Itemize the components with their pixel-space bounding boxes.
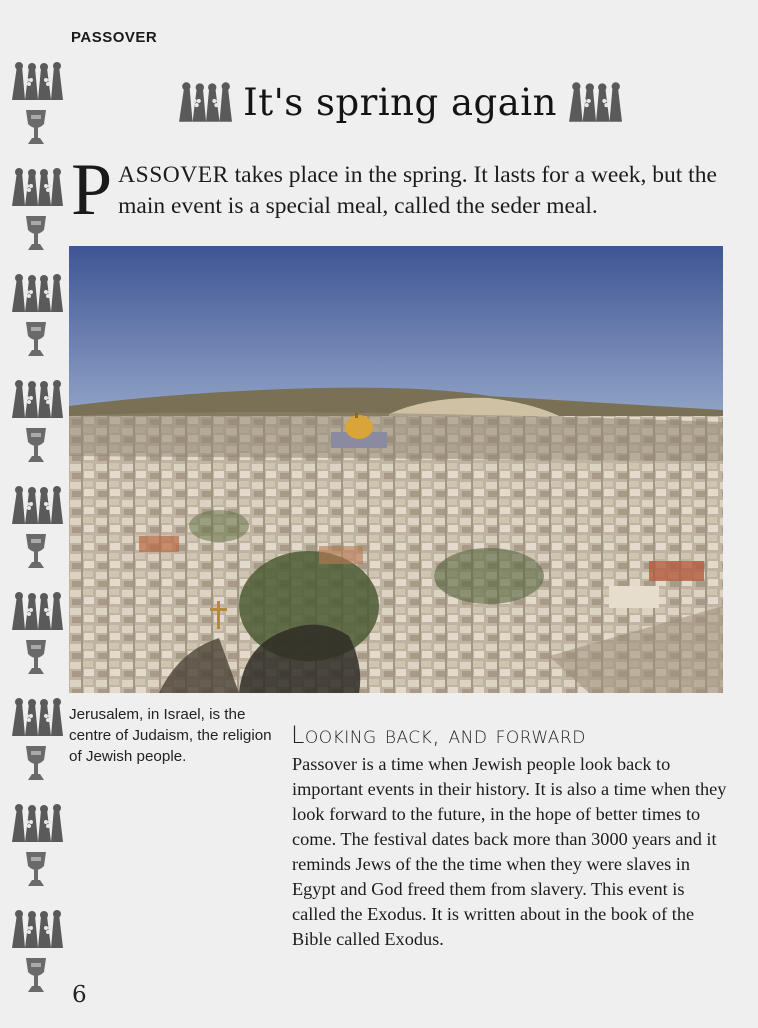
musicians-icon bbox=[12, 486, 63, 524]
decorative-border bbox=[8, 60, 66, 1010]
musicians-icon bbox=[12, 274, 63, 312]
intro-text: takes place in the spring. It lasts for a week, but the main event is a special meal, called the seder meal. bbox=[118, 162, 717, 219]
musicians-icon bbox=[12, 910, 63, 948]
section-body: Passover is a time when Jewish people look back to important events in their history. It is also a time when they look forward to the future, in the hope of better times to come. The festival dates back more than 3000 years and it reminds Jews of the the time when they were slaves in Egypt and God freed them from slavery. This event is called the Exodus. It is written about in the book of the Bible called Exodus. bbox=[292, 754, 727, 949]
goblet-icon bbox=[26, 322, 46, 356]
goblet-icon bbox=[26, 534, 46, 568]
section-heading: Looking back, and forward bbox=[291, 721, 586, 749]
musicians-icon bbox=[12, 804, 63, 842]
musicians-icon bbox=[12, 168, 63, 206]
page-title-row bbox=[170, 74, 630, 130]
intro-lead-word: ASSOVER bbox=[118, 162, 229, 188]
goblet-icon bbox=[26, 110, 46, 144]
goblet-icon bbox=[26, 216, 46, 250]
jerusalem-photo bbox=[69, 246, 723, 693]
goblet-icon bbox=[26, 428, 46, 462]
section-label: PASSOVER bbox=[71, 29, 158, 46]
intro-paragraph bbox=[71, 149, 731, 231]
musicians-icon bbox=[12, 380, 63, 418]
goblet-icon bbox=[26, 852, 46, 886]
drop-cap: P bbox=[71, 149, 113, 231]
goblet-icon bbox=[26, 640, 46, 674]
musicians-ornament-icon bbox=[567, 80, 623, 124]
musicians-icon bbox=[12, 592, 63, 630]
musicians-icon bbox=[12, 698, 63, 736]
goblet-icon bbox=[26, 958, 46, 992]
musicians-ornament-icon bbox=[177, 80, 233, 124]
page-number: 6 bbox=[72, 982, 87, 1008]
goblet-icon bbox=[26, 746, 46, 780]
photo-caption: Jerusalem, in Israel, is the centre of Judaism, the religion of Jewish people. bbox=[69, 706, 272, 765]
page-title: It's spring again bbox=[243, 80, 557, 124]
musicians-icon bbox=[12, 62, 63, 100]
